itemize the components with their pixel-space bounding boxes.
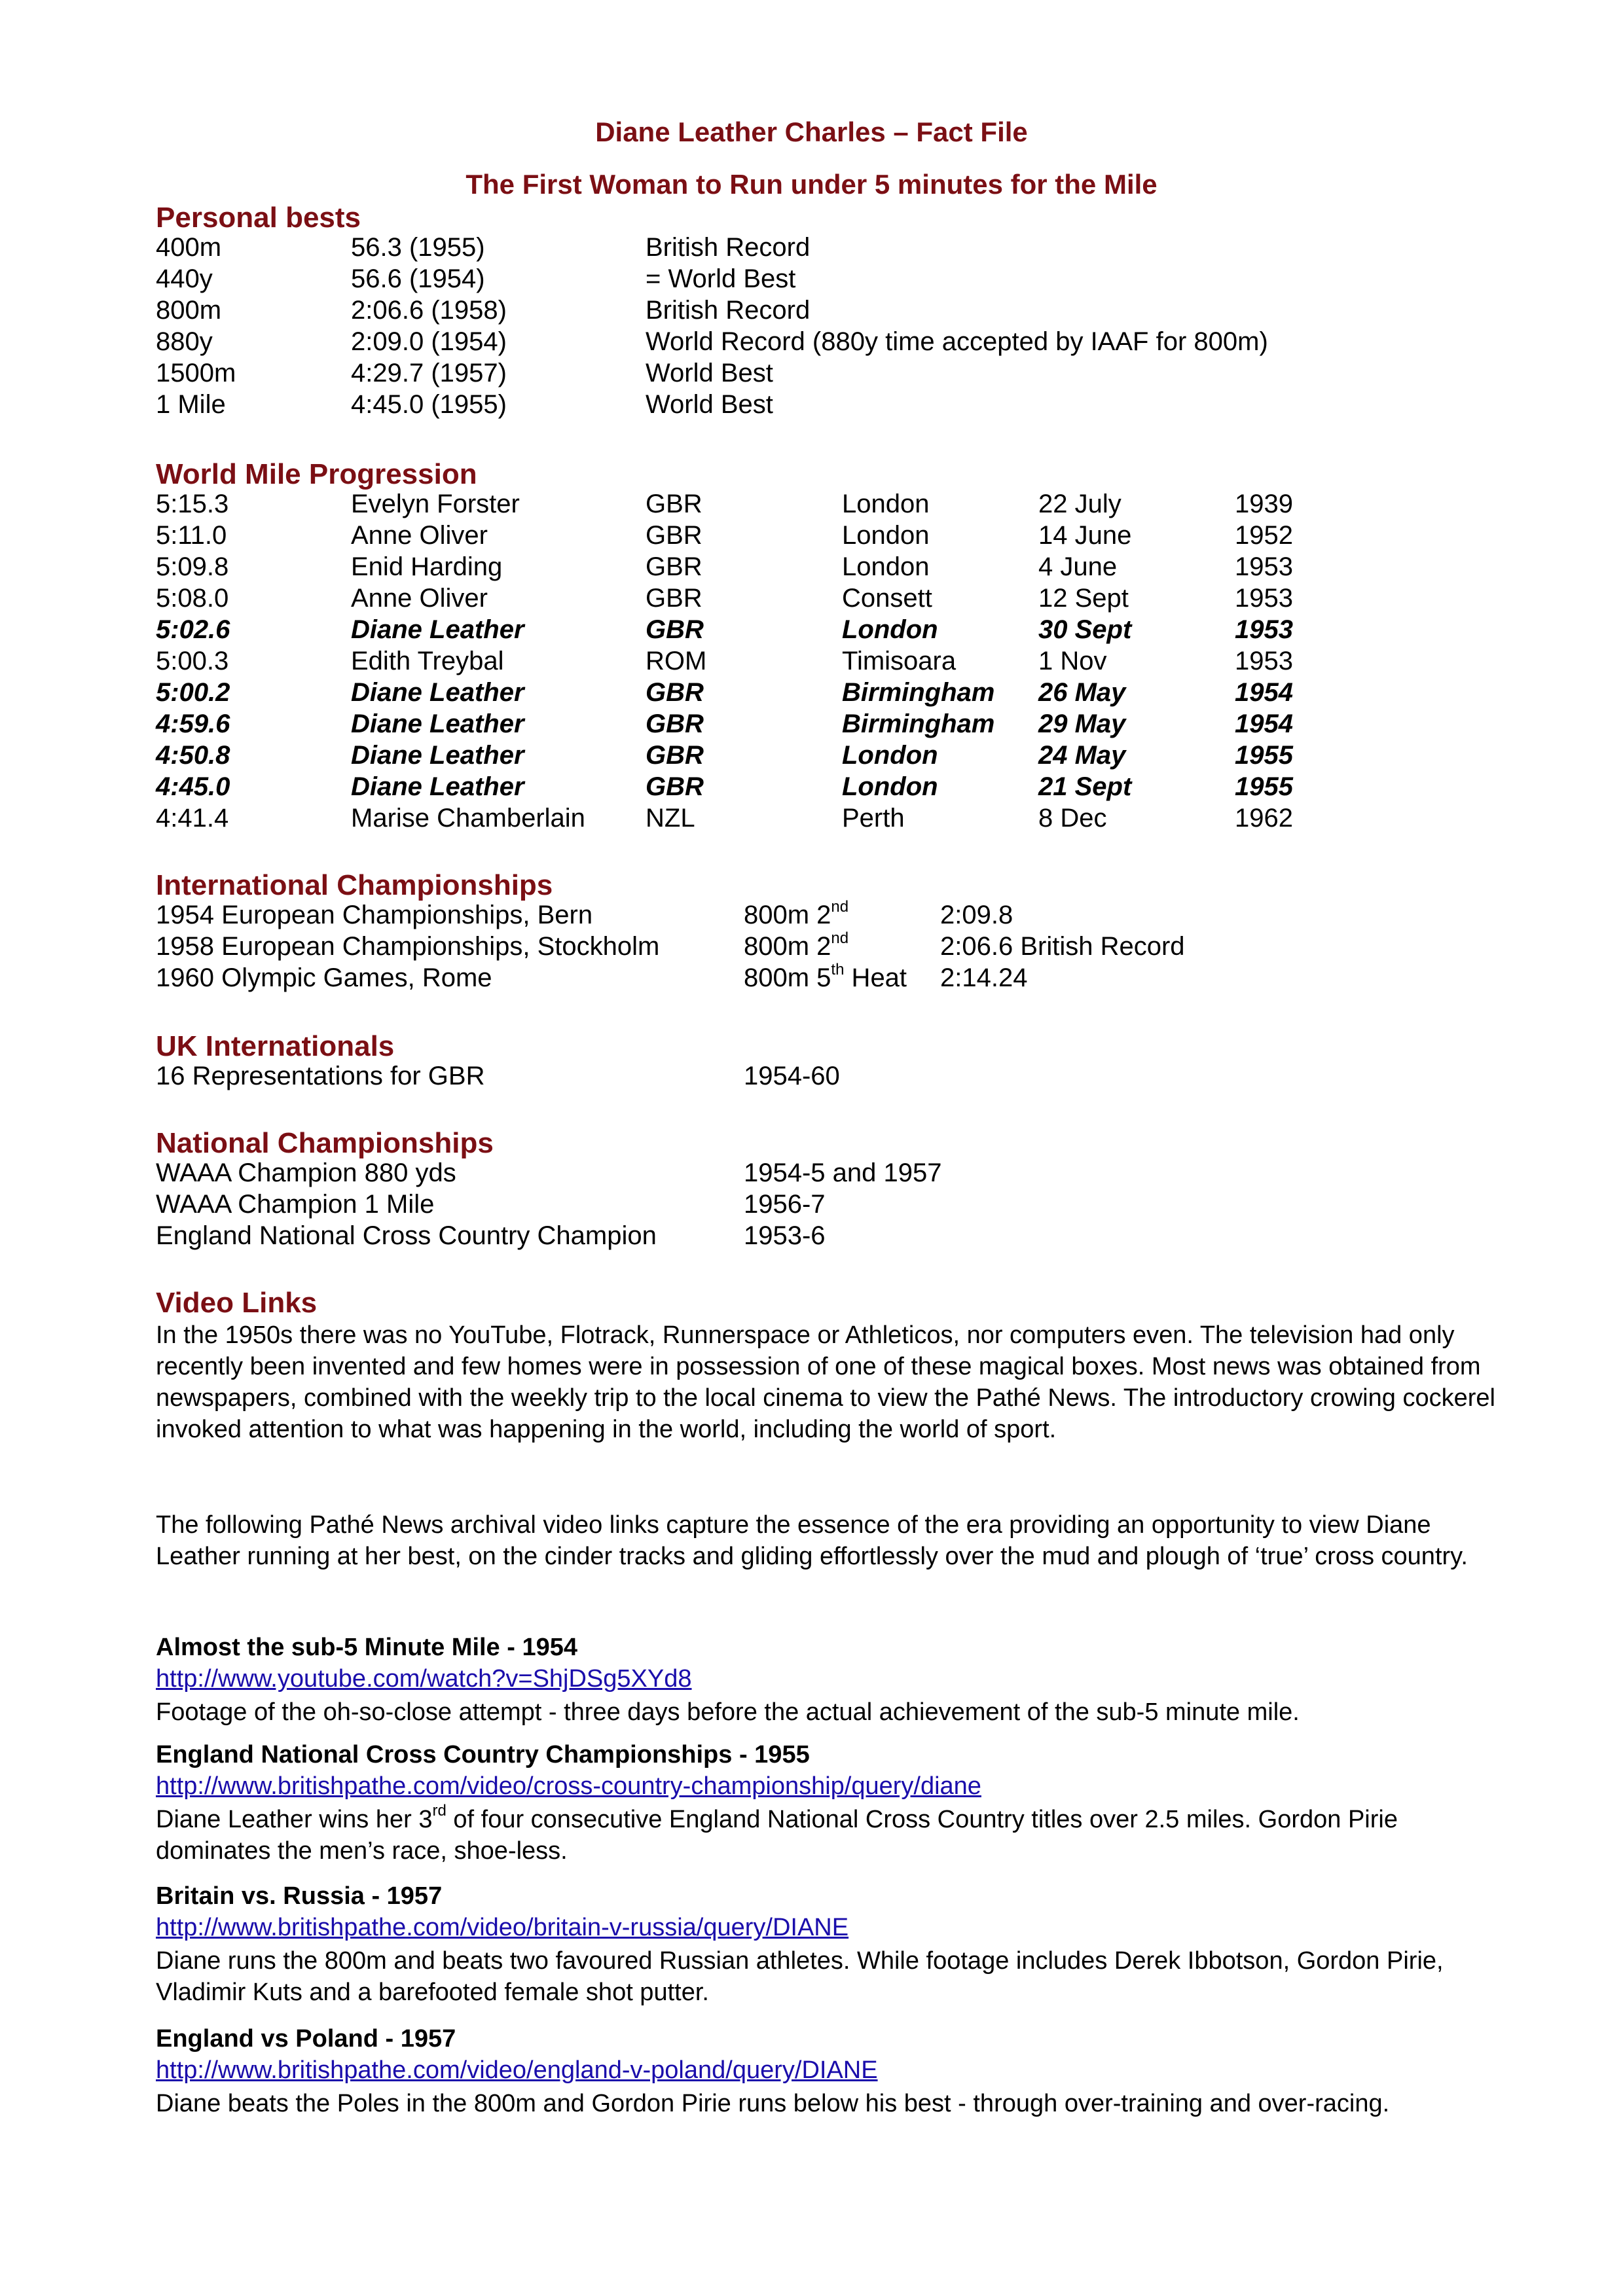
date: 21 Sept <box>1038 772 1132 801</box>
mile-time: 4:50.8 <box>156 741 230 770</box>
placing-suffix: nd <box>831 897 849 916</box>
championship-event: 1954 European Championships, Bern <box>156 901 593 929</box>
uk-internationals-heading: UK Internationals <box>156 1030 395 1062</box>
nation-code: GBR <box>646 584 702 613</box>
video-title: Britain vs. Russia - 1957 <box>156 1882 443 1910</box>
video-link[interactable]: http://www.britishpathe.com/video/cross-country-championship/query/diane <box>156 1772 981 1800</box>
date: 30 Sept <box>1038 615 1132 644</box>
date: 24 May <box>1038 741 1126 770</box>
year: 1953 <box>1235 552 1293 581</box>
pb-note: World Record (880y time accepted by IAAF for 800m) <box>646 327 1268 356</box>
pb-time: 56.6 (1954) <box>351 264 485 293</box>
result-time: 2:09.8 <box>940 901 1013 929</box>
pb-event: 440y <box>156 264 213 293</box>
pb-note: British Record <box>646 233 811 262</box>
athlete-name: Edith Treybal <box>351 647 504 675</box>
video-description: Footage of the oh-so-close attempt - three days before the actual achievement of the sub-5 minute mile. <box>156 1698 1300 1726</box>
venue: Timisoara <box>842 647 957 675</box>
nation-code: GBR <box>646 615 704 644</box>
mile-time: 5:15.3 <box>156 490 229 518</box>
nation-code: GBR <box>646 490 702 518</box>
year: 1955 <box>1235 772 1293 801</box>
nation-code: ROM <box>646 647 707 675</box>
pb-note: = World Best <box>646 264 796 293</box>
video-title: Almost the sub-5 Minute Mile - 1954 <box>156 1634 577 1661</box>
mile-time: 4:45.0 <box>156 772 230 801</box>
championship-event: 1960 Olympic Games, Rome <box>156 963 492 992</box>
mile-time: 5:00.3 <box>156 647 229 675</box>
date: 12 Sept <box>1038 584 1129 613</box>
athlete-name: Enid Harding <box>351 552 503 581</box>
document-title: Diane Leather Charles – Fact File <box>595 117 1028 147</box>
video-intro-paragraph-2: The following Pathé News archival video links capture the essence of the era providing an opportunity to view Diane Leather running at her best, on the cinder tracks and gliding effortlessly over the mud and plough of ‘true’ cross country. <box>156 1511 1468 1570</box>
athlete-name: Diane Leather <box>351 678 524 707</box>
international-heading: International Championships <box>156 869 553 901</box>
venue: London <box>842 615 938 644</box>
pb-time: 2:06.6 (1958) <box>351 296 507 325</box>
year: 1953 <box>1235 584 1293 613</box>
document-subtitle: The First Woman to Run under 5 minutes for the Mile <box>465 169 1158 200</box>
video-title: England vs Poland - 1957 <box>156 2025 456 2053</box>
date: 29 May <box>1038 709 1126 738</box>
mile-time: 4:59.6 <box>156 709 230 738</box>
video-description: Diane beats the Poles in the 800m and Gordon Pirie runs below his best - through over-training and over-racing. <box>156 2090 1390 2117</box>
venue: Birmingham <box>842 678 995 707</box>
national-title: WAAA Champion 1 Mile <box>156 1190 435 1219</box>
mile-time: 5:11.0 <box>156 521 227 550</box>
venue: London <box>842 490 930 518</box>
venue: London <box>842 741 938 770</box>
nation-code: GBR <box>646 678 704 707</box>
nation-code: GBR <box>646 521 702 550</box>
placing: 800m 2nd <box>744 897 849 929</box>
venue: Birmingham <box>842 709 995 738</box>
uk-label: 16 Representations for GBR <box>156 1062 485 1090</box>
pb-time: 2:09.0 (1954) <box>351 327 507 356</box>
athlete-name: Diane Leather <box>351 772 524 801</box>
result-time: 2:14.24 <box>940 963 1028 992</box>
national-title: England National Cross Country Champion <box>156 1221 657 1250</box>
video-link[interactable]: http://www.britishpathe.com/video/britain-v-russia/query/DIANE <box>156 1914 849 1941</box>
nation-code: GBR <box>646 772 704 801</box>
date: 22 July <box>1038 490 1122 518</box>
mile-time: 5:00.2 <box>156 678 230 707</box>
date: 4 June <box>1038 552 1118 581</box>
mile-time: 5:02.6 <box>156 615 230 644</box>
video-links-heading: Video Links <box>156 1287 318 1319</box>
venue: Consett <box>842 584 932 613</box>
placing-suffix: th <box>831 960 845 978</box>
video-intro-paragraph: In the 1950s there was no YouTube, Flotrack, Runnerspace or Athleticos, nor computers even. The television had only recently been invented and few homes were in possession of one of these magical boxes. Most news was obtained from newspapers, combined with the weekly trip to the local cinema to view the Pathé News. The introductory crowing cockerel invoked attention to what was happening in the world, including the world of sport. <box>156 1321 1495 1443</box>
venue: London <box>842 772 938 801</box>
athlete-name: Anne Oliver <box>351 521 488 550</box>
personal-bests-heading: Personal bests <box>156 202 361 234</box>
nation-code: GBR <box>646 709 704 738</box>
video-description: Diane runs the 800m and beats two favoured Russian athletes. While footage includes Derek Ibbotson, Gordon Pirie, Vladimir Kuts and a barefooted female shot putter. <box>156 1947 1444 2006</box>
nation-code: GBR <box>646 552 702 581</box>
pb-note: British Record <box>646 296 811 325</box>
pb-event: 800m <box>156 296 222 325</box>
athlete-name: Anne Oliver <box>351 584 488 613</box>
nation-code: GBR <box>646 741 704 770</box>
year: 1954 <box>1235 709 1293 738</box>
national-years: 1953-6 <box>744 1221 826 1250</box>
national-years: 1956-7 <box>744 1190 826 1219</box>
video-link[interactable]: http://www.youtube.com/watch?v=ShjDSg5XYd8 <box>156 1665 692 1693</box>
placing: 800m 5th Heat <box>744 960 907 992</box>
video-description: Diane Leather wins her 3rd of four consecutive England National Cross Country titles over 2.5 miles. Gordon Pirie dominates the men’s race, shoe-less. <box>156 1802 1398 1865</box>
athlete-name: Diane Leather <box>351 741 524 770</box>
athlete-name: Diane Leather <box>351 615 524 644</box>
venue: Perth <box>842 804 905 833</box>
pb-time: 4:45.0 (1955) <box>351 390 507 419</box>
year: 1955 <box>1235 741 1293 770</box>
video-title: England National Cross Country Championships - 1955 <box>156 1741 810 1768</box>
mile-progression-heading: World Mile Progression <box>156 458 477 490</box>
year: 1953 <box>1235 647 1293 675</box>
pb-event: 1500m <box>156 359 236 387</box>
mile-time: 5:09.8 <box>156 552 229 581</box>
year: 1954 <box>1235 678 1293 707</box>
pb-time: 56.3 (1955) <box>351 233 485 262</box>
year: 1952 <box>1235 521 1293 550</box>
year: 1939 <box>1235 490 1293 518</box>
year: 1962 <box>1235 804 1293 833</box>
placing: 800m 2nd <box>744 929 849 961</box>
pb-note: World Best <box>646 390 773 419</box>
date: 14 June <box>1038 521 1132 550</box>
national-years: 1954-5 and 1957 <box>744 1158 942 1187</box>
venue: London <box>842 552 930 581</box>
national-title: WAAA Champion 880 yds <box>156 1158 456 1187</box>
video-link[interactable]: http://www.britishpathe.com/video/england-v-poland/query/DIANE <box>156 2056 878 2084</box>
date: 1 Nov <box>1038 647 1107 675</box>
pb-event: 880y <box>156 327 213 356</box>
nation-code: NZL <box>646 804 695 833</box>
mile-time: 5:08.0 <box>156 584 229 613</box>
pb-time: 4:29.7 (1957) <box>351 359 507 387</box>
date: 26 May <box>1038 678 1126 707</box>
year: 1953 <box>1235 615 1293 644</box>
placing-suffix: nd <box>831 929 849 947</box>
date: 8 Dec <box>1038 804 1107 833</box>
ordinal-suffix: rd <box>432 1802 447 1820</box>
pb-event: 1 Mile <box>156 390 226 419</box>
athlete-name: Evelyn Forster <box>351 490 520 518</box>
uk-value: 1954-60 <box>744 1062 840 1090</box>
national-heading: National Championships <box>156 1127 494 1159</box>
result-time: 2:06.6 British Record <box>940 932 1185 961</box>
championship-event: 1958 European Championships, Stockholm <box>156 932 660 961</box>
pb-event: 400m <box>156 233 222 262</box>
athlete-name: Diane Leather <box>351 709 524 738</box>
athlete-name: Marise Chamberlain <box>351 804 585 833</box>
venue: London <box>842 521 930 550</box>
pb-note: World Best <box>646 359 773 387</box>
mile-time: 4:41.4 <box>156 804 229 833</box>
